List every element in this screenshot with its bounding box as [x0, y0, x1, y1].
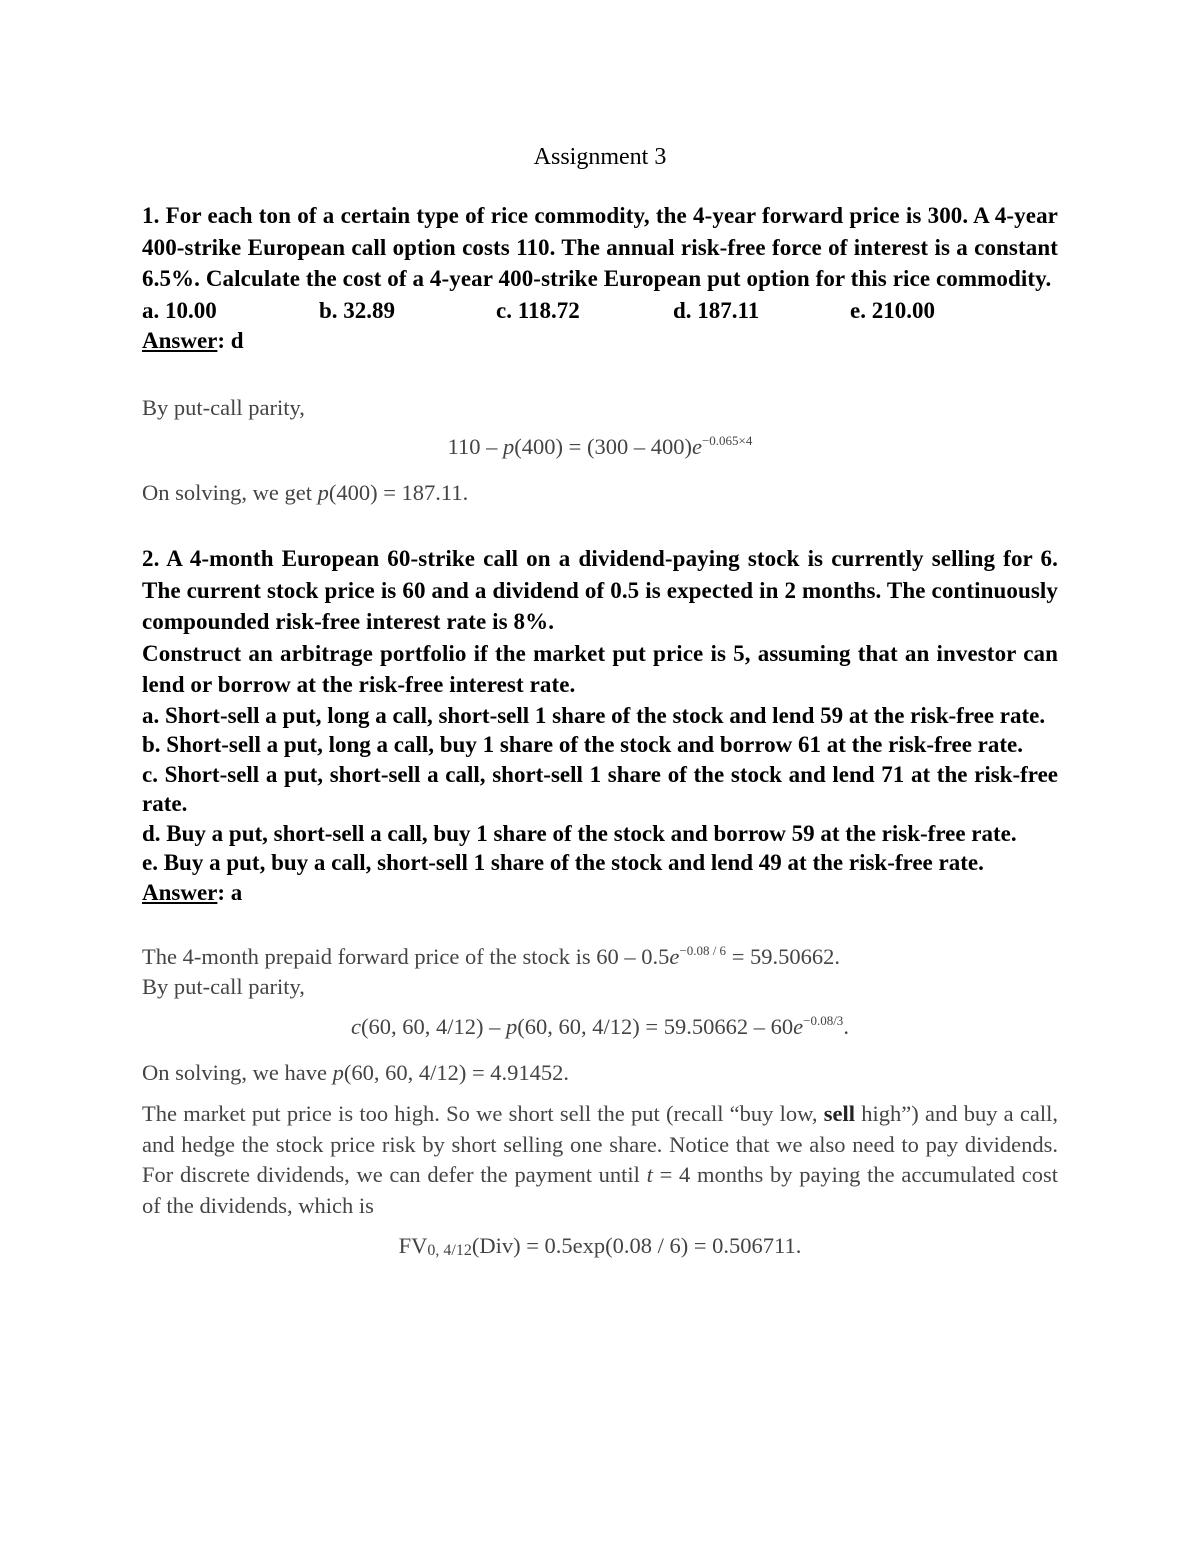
option-b: b. Short-sell a put, long a call, buy 1 share of the stock and borrow 61 at the risk-free rate.	[142, 732, 1024, 758]
page-title: Assignment 3	[533, 144, 667, 170]
question-2-text: 2. A 4-month European 60-strike call on a dividend-paying stock is currently selling for 6. The current stock price is 60 and a dividend of 0.5 is expected in 2 months. The continuously compounded risk-free interest rate is 8%.	[142, 546, 1058, 635]
question-2-instruction: Construct an arbitrage portfolio if the market put price is 5, assuming that an investor can lend or borrow at the risk-free interest rate.	[142, 640, 1058, 698]
question-1-solution-intro: By put-call parity,	[142, 395, 305, 420]
choice-e: e. 210.00	[850, 297, 935, 323]
choice-a: a. 10.00	[142, 297, 217, 323]
option-e: e. Buy a put, buy a call, short-sell 1 share of the stock and lend 49 at the risk-free rate.	[142, 850, 984, 876]
question-1-choices	[142, 295, 1058, 326]
question-1-equation: $110 - p(400) = (300 - 400)e^{-0.065\times 4}$	[447, 433, 753, 459]
question-2-solution-intro: By put-call parity,	[142, 974, 305, 999]
question-2-explanation: The market put price is too high. So we short sell the put (recall “buy low, sell high”) and buy a call, and hedge the stock price risk by short selling one share. Notice that we also need to pay dividends. For discrete dividends, we can defer the payment until t = 4 months by paying the accumulated cost of the dividends, which is	[142, 1101, 1058, 1218]
question-2	[142, 543, 1058, 908]
question-2-answer	[142, 878, 1058, 908]
choice-c: c. 118.72	[496, 297, 580, 323]
question-2-future-value: $FV_{0, 4/12}(Div) = 0.5\exp(0.08 / 6) = 0.506711$.	[398, 1233, 802, 1259]
question-2-solution-result: On solving, we have p(60, 60, 4/12) = 4.91452.	[142, 1060, 570, 1085]
question-2-options	[142, 701, 1058, 878]
option-a: a. Short-sell a put, long a call, short-sell 1 share of the stock and lend 59 at the risk-free rate.	[142, 702, 1046, 728]
choice-d: d. 187.11	[673, 297, 760, 323]
choice-b: b. 32.89	[319, 297, 396, 323]
answer-label: Answer	[142, 879, 218, 905]
answer-label: Answer	[142, 327, 218, 353]
question-2-prepaid-forward: The 4-month prepaid forward price of the stock is $60 - 0.5e^{-0.08 / 6} = 59.50662$. By put-call parity,	[142, 942, 1058, 1002]
question-1-solution-result: On solving, we get p(400) = 187.11.	[142, 480, 469, 505]
answer-value: : d	[217, 327, 244, 353]
question-2-equation: c(60, 60, 4/12) – p(60, 60, $4/12) = 59.50662 - 60e^{-0.08/3}$.	[351, 1013, 849, 1039]
option-c: c. Short-sell a put, short-sell a call, short-sell 1 share of the stock and lend 71 at the risk-free rate.	[142, 761, 1058, 817]
answer-value: : a	[217, 879, 243, 905]
question-1	[142, 200, 1058, 356]
option-d: d. Buy a put, short-sell a call, buy 1 share of the stock and borrow 59 at the risk-free rate.	[142, 820, 1017, 846]
question-1-text: 1. For each ton of a certain type of rice commodity, the 4-year forward price is 300. A 4-year 400-strike European call option costs 110. The annual risk-free force of interest is a constant 6.5%. Calculate the cost of a 4-year 400-strike European put option for this rice commodity.	[142, 203, 1058, 292]
question-1-answer	[142, 326, 1058, 356]
